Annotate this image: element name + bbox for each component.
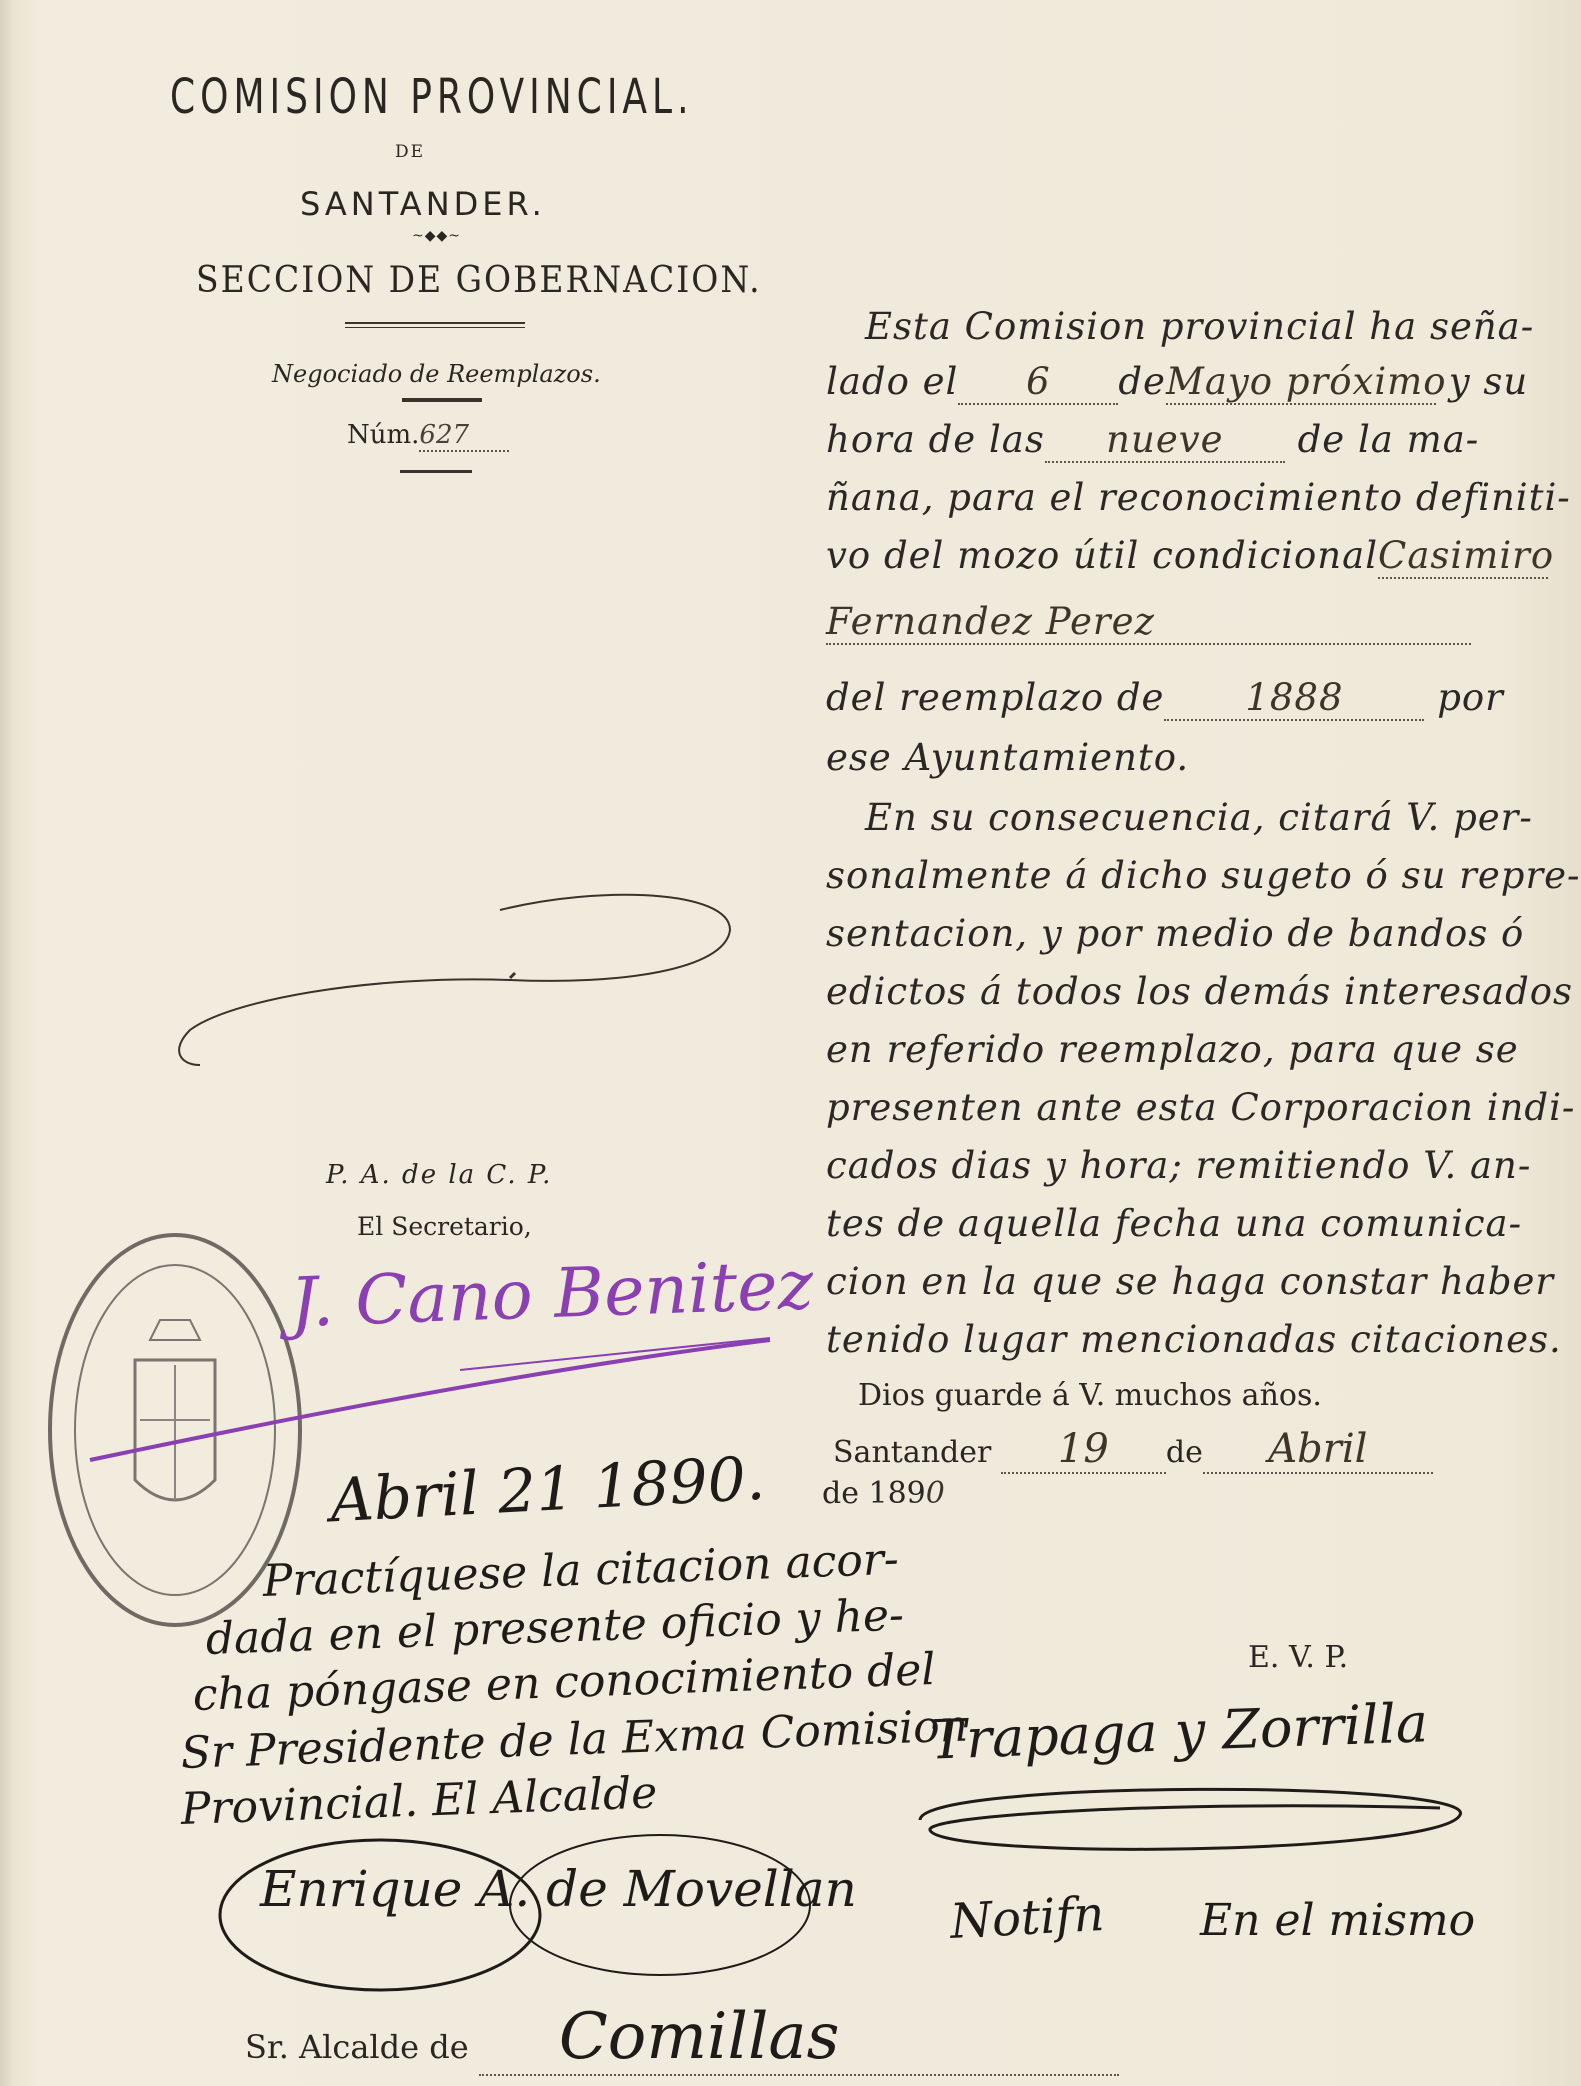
body-line-1: Esta Comision provincial ha seña-	[865, 305, 1535, 348]
alcalde-signature: Enrique A. de Movellan	[260, 1860, 857, 1918]
body-line-6	[826, 600, 1471, 645]
closing-place-date	[833, 1426, 1433, 1474]
handwritten-line-3: cha póngase en conocimiento del	[192, 1644, 937, 1721]
secretary-signature: J. Cano Benitez	[288, 1245, 815, 1344]
closing-month: Abril	[1268, 1426, 1368, 1472]
body-line-18: tenido lugar mencionadas citaciones.	[826, 1318, 1562, 1361]
fill-day: 6	[1026, 360, 1051, 403]
body-line-14: presenten ante esta Corporacion indi-	[826, 1086, 1576, 1129]
addressee-line	[245, 2000, 1119, 2076]
body-line-10: sonalmente á dicho sugeto ó su repre-	[826, 854, 1581, 897]
closing-place: Santander	[833, 1435, 992, 1470]
handwritten-date: Abril 21 1890.	[328, 1443, 767, 1537]
handwritten-line-4: Sr Presidente de la Exma Comision	[180, 1700, 969, 1779]
body-line-3	[826, 418, 1479, 463]
handwritten-line-2: dada en el presente oficio y he-	[205, 1589, 905, 1665]
body-line-13: en referido reemplazo, para que se	[826, 1028, 1519, 1071]
handwritten-line-1: Practíquese la citacion acor-	[262, 1533, 900, 1607]
reference-number	[347, 420, 509, 452]
handwritten-line-5: Provincial. El Alcalde	[180, 1767, 659, 1835]
signature-pa: P. A. de la C. P.	[326, 1160, 553, 1190]
letterhead-rule	[345, 322, 525, 324]
evp-rubric	[880, 1760, 1500, 1870]
department-label: Negociado de Reemplazos.	[272, 360, 601, 388]
letterhead-de: DE	[395, 142, 426, 162]
text-lado-el: lado el	[826, 360, 959, 403]
department-rule	[402, 398, 482, 402]
text-por: por	[1437, 676, 1504, 719]
body-line-8: ese Ayuntamiento.	[826, 736, 1190, 779]
addressee-prefix: Sr. Alcalde de	[245, 2028, 469, 2066]
closing-day: 19	[1057, 1426, 1109, 1472]
closing-year-digit: 0	[925, 1476, 945, 1511]
body-line-12: edictos á todos los demás interesados	[826, 970, 1574, 1013]
fill-name-1: Casimiro	[1378, 534, 1555, 577]
letterhead-section: SECCION DE GOBERNACION.	[196, 258, 762, 301]
body-line-4: ñana, para el reconocimiento definiti-	[826, 476, 1571, 519]
text-de: de	[1118, 360, 1166, 403]
body-line-11: sentacion, y por medio de bandos ó	[826, 912, 1525, 955]
letterhead-city: SANTANDER.	[300, 185, 546, 223]
flourish-stroke	[170, 880, 750, 1070]
number-label: Núm.	[347, 420, 420, 450]
fill-year: 1888	[1245, 676, 1344, 719]
body-line-7	[826, 676, 1504, 721]
closing-greeting: Dios guarde á V. muchos años.	[858, 1378, 1322, 1413]
closing-de: de	[1165, 1435, 1203, 1470]
body-line-5	[826, 534, 1555, 579]
text-y-su: y su	[1448, 360, 1529, 403]
evp-label: E. V. P.	[1248, 1640, 1349, 1675]
fill-name-2: Fernandez Perez	[826, 600, 1155, 643]
body-line-15: cados dias y hora; remitiendo V. an-	[826, 1144, 1532, 1187]
number-value: 627	[419, 420, 470, 450]
text-de-la-ma: de la ma-	[1297, 418, 1480, 461]
evp-signature: Trapaga y Zorrilla	[929, 1691, 1430, 1772]
notification-text: En el mismo	[1200, 1895, 1476, 1946]
body-line-17: cion en la que se haga constar haber	[826, 1260, 1555, 1303]
letterhead-ornament: ~◆◆~	[412, 228, 461, 244]
letterhead-title: COMISION PROVINCIAL.	[170, 70, 694, 126]
letterhead-rule-2	[345, 327, 525, 328]
body-line-2	[826, 360, 1528, 405]
body-line-9: En su consecuencia, citará V. per-	[865, 796, 1533, 839]
text-hora: hora de las	[826, 418, 1045, 461]
number-rule	[400, 470, 472, 473]
body-line-16: tes de aquella fecha una comunica-	[826, 1202, 1523, 1245]
closing-year	[822, 1476, 945, 1511]
fill-month: Mayo próximo	[1165, 360, 1447, 403]
fill-hour: nueve	[1106, 418, 1224, 461]
text-mozo: vo del mozo útil condicional	[826, 534, 1379, 577]
closing-year-prefix: de 189	[822, 1476, 926, 1511]
addressee-town: Comillas	[558, 2000, 840, 2074]
text-reemplazo: del reemplazo de	[826, 676, 1165, 719]
notification-mark: Notifn	[948, 1886, 1106, 1950]
signature-role: El Secretario,	[357, 1212, 532, 1241]
